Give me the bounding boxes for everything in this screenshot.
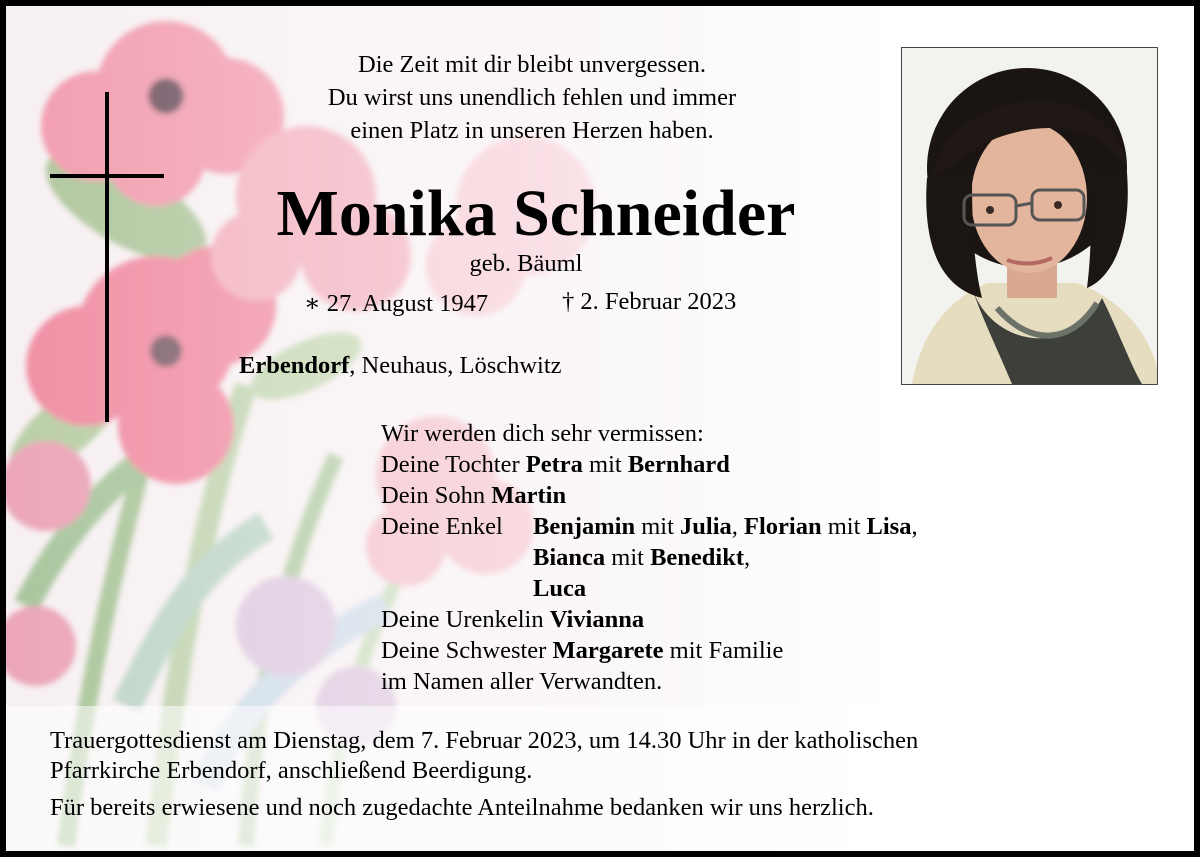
verse-line: Du wirst uns unendlich fehlen und immer [327, 84, 737, 111]
mourner-grandchildren-cont [381, 573, 918, 604]
mourner-great-grandchild [381, 604, 918, 635]
mourner-connector: mit [821, 513, 867, 540]
mourner-connector: mit Familie [663, 637, 784, 664]
funeral-service-info [50, 726, 1160, 786]
mourner-name: Martin [491, 482, 567, 509]
mourner-separator: , [744, 544, 751, 571]
funeral-line: Pfarrkirche Erbendorf, anschließend Beerdigung. [50, 757, 533, 784]
mourner-connector: mit [605, 544, 651, 571]
mourner-son [381, 480, 918, 511]
mourner-separator: , [911, 513, 918, 540]
mourner-relation: Deine Schwester [381, 637, 553, 664]
memorial-verse [232, 48, 832, 147]
mourner-relation: Deine Tochter [381, 451, 526, 478]
mourners-list [381, 418, 918, 697]
funeral-line: Trauergottesdienst am Dienstag, dem 7. Februar 2023, um 14.30 Uhr in der katholischen [50, 727, 919, 754]
mourner-relation: Deine Enkel [381, 513, 503, 540]
mourner-daughter [381, 449, 918, 480]
birth-date: ∗ 27. August 1947 [304, 290, 489, 317]
verse-line: einen Platz in unseren Herzen haben. [350, 117, 714, 144]
mourner-name: Petra [525, 451, 583, 478]
mourner-relation: Dein Sohn [381, 482, 492, 509]
place-main: Erbendorf [239, 352, 350, 379]
mourner-connector: mit [582, 451, 628, 478]
deceased-name: Monika Schneider [276, 177, 796, 250]
places-line [239, 352, 562, 380]
mourner-name: Bernhard [627, 451, 730, 478]
birth-name: geb. Bäuml [469, 250, 583, 277]
mourner-name: Margarete [552, 637, 664, 664]
mourners-closing: im Namen aller Verwandten. [381, 668, 663, 695]
mourners-intro: Wir werden dich sehr vermissen: [381, 420, 704, 447]
mourner-name: Lisa [866, 513, 912, 540]
mourner-name: Florian [744, 513, 822, 540]
thanks-line: Für bereits erwiesene und noch zugedachte Anteilnahme bedanken wir uns herzlich. [50, 794, 874, 821]
verse-line: Die Zeit mit dir bleibt unvergessen. [358, 51, 706, 78]
mourner-relation: Deine Urenkelin [381, 606, 550, 633]
mourner-name: Benedikt [650, 544, 745, 571]
cross-icon-vertical [105, 92, 109, 422]
place-others: , Neuhaus, Löschwitz [349, 352, 562, 379]
mourner-name: Luca [533, 575, 587, 602]
mourner-name: Bianca [533, 544, 606, 571]
mourner-connector: mit [635, 513, 681, 540]
mourner-grandchildren-cont [381, 542, 918, 573]
death-date: † 2. Februar 2023 [562, 288, 737, 315]
mourner-separator: , [731, 513, 745, 540]
mourner-name: Vivianna [549, 606, 645, 633]
mourner-name: Benjamin [533, 513, 636, 540]
portrait-photo [901, 47, 1158, 385]
mourner-grandchildren [381, 511, 918, 542]
mourner-name: Julia [680, 513, 732, 540]
cross-icon-horizontal [50, 174, 164, 178]
mourner-sister [381, 635, 918, 666]
